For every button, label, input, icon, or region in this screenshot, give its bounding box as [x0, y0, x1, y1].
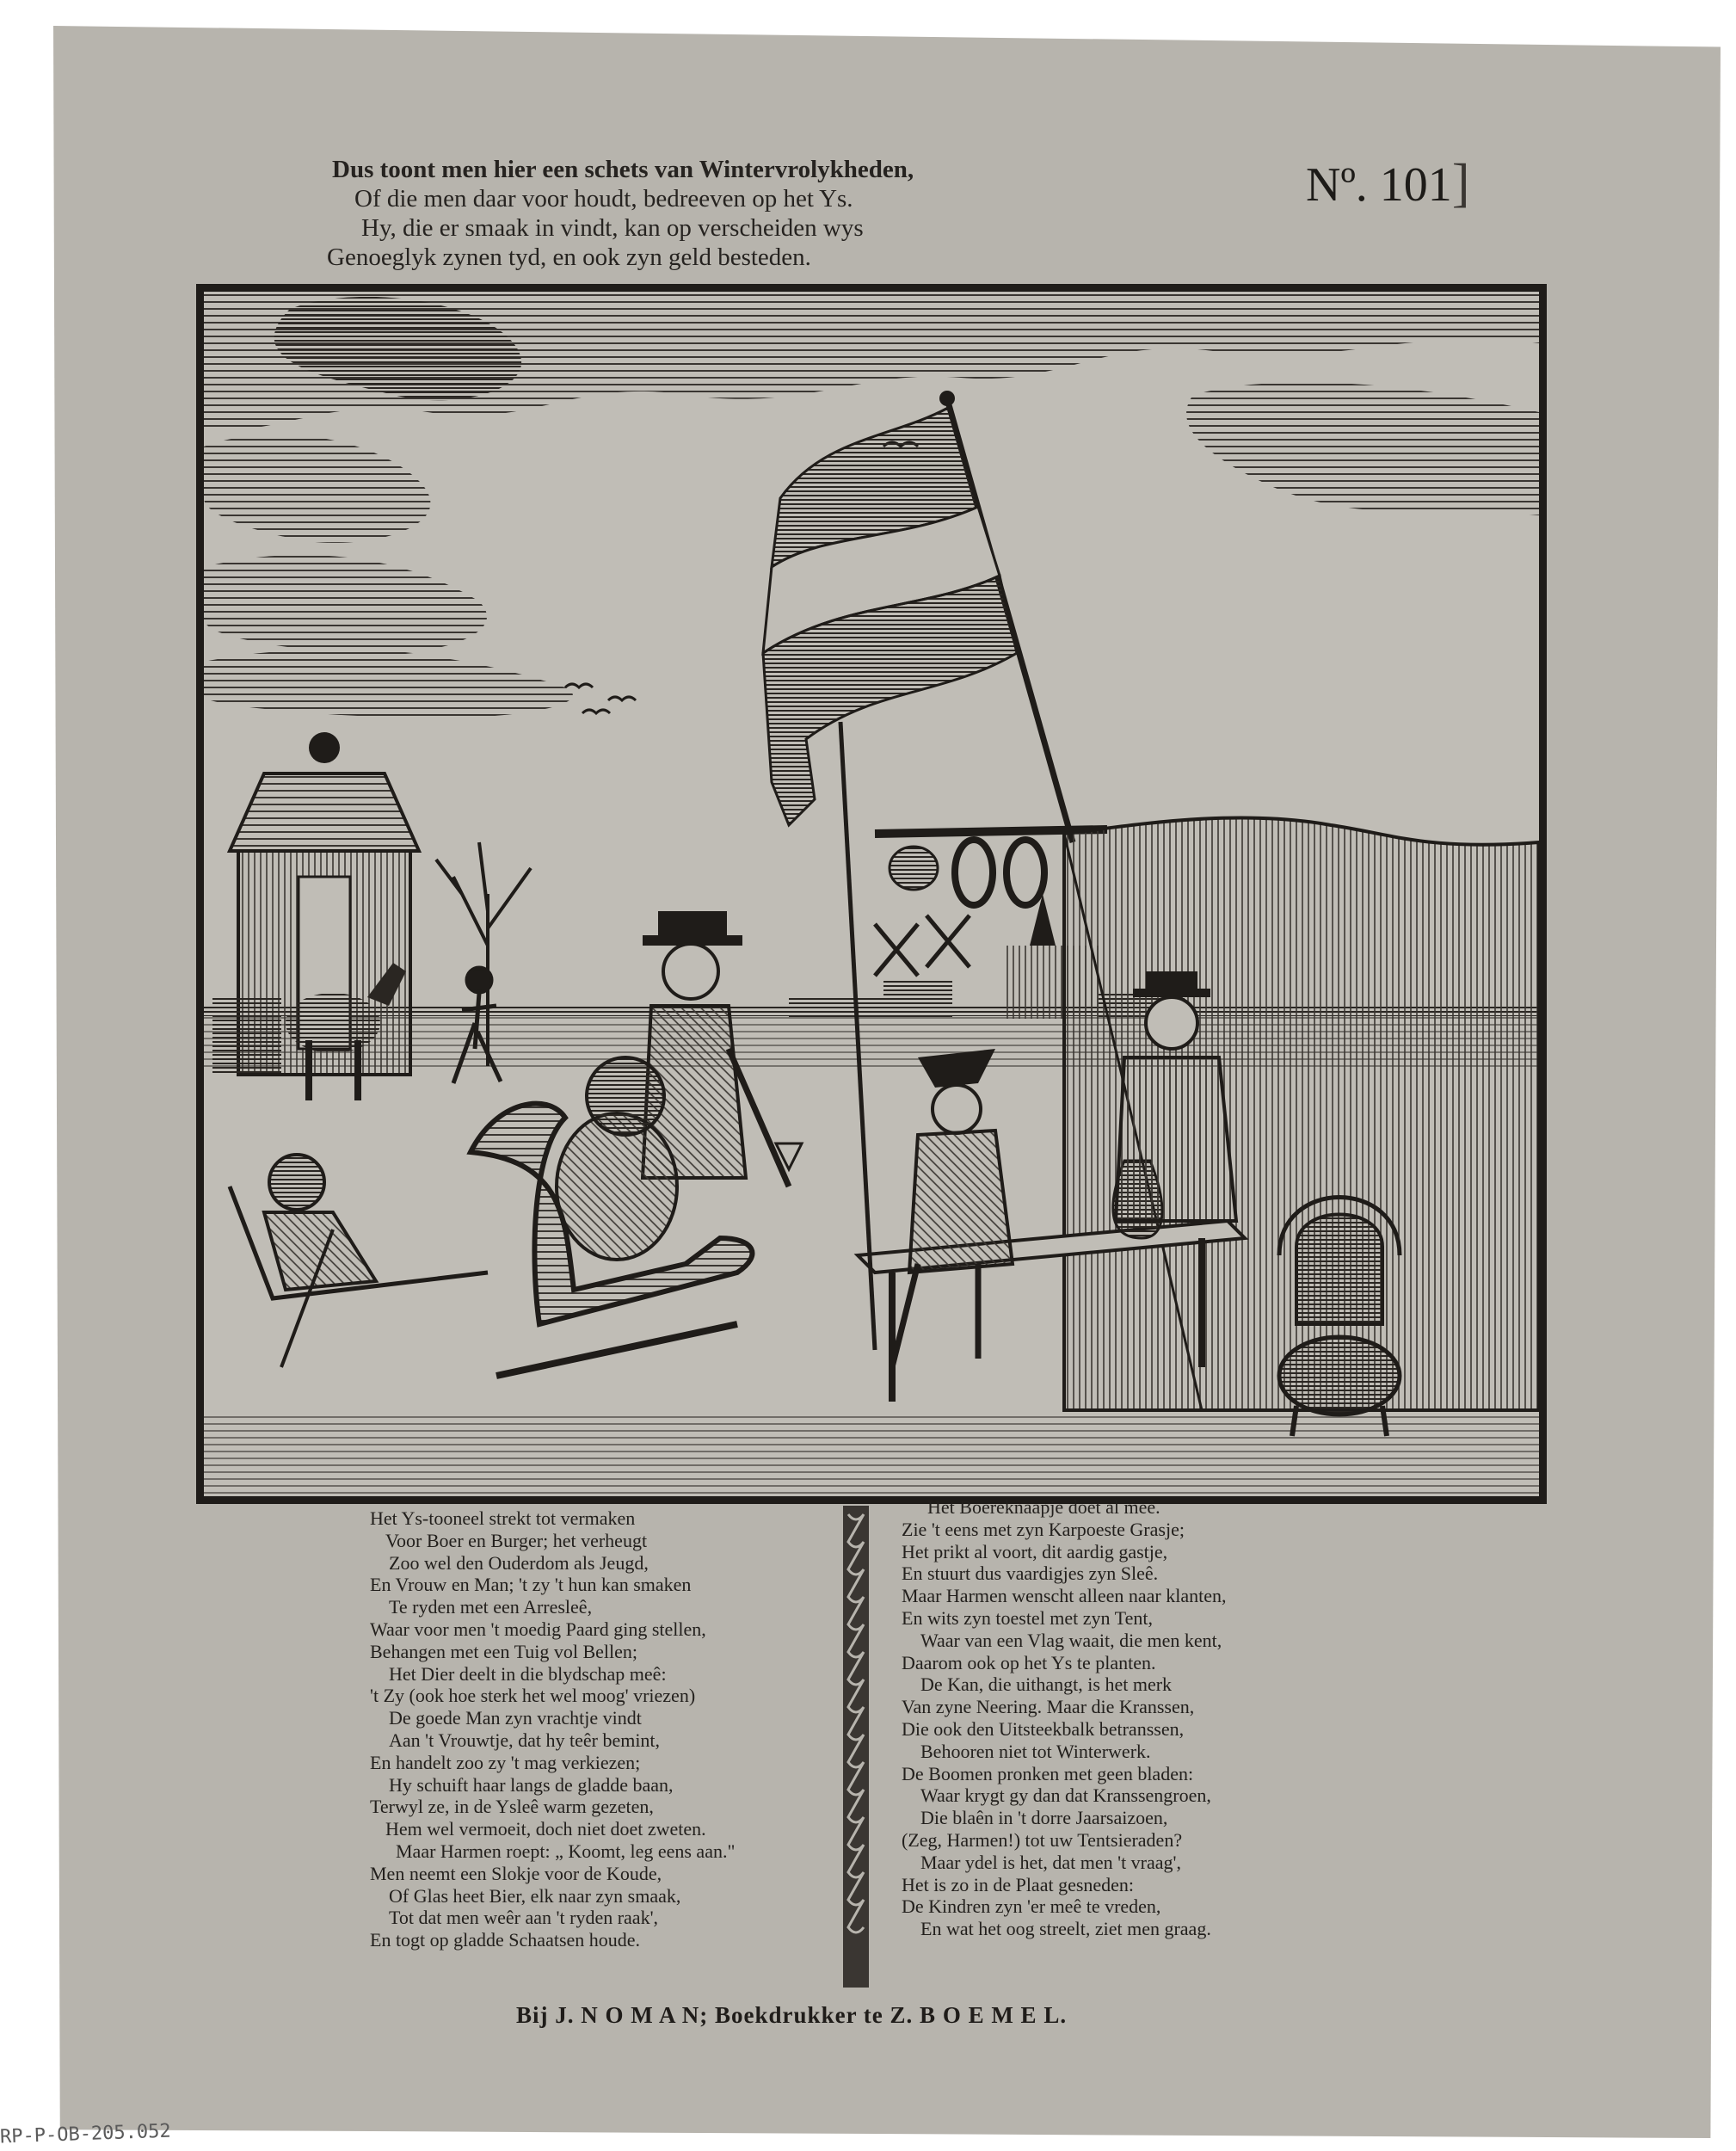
verse-right-line: En stuurt dus vaardigjes zyn Sleê. — [902, 1562, 1159, 1585]
ornamental-divider — [841, 1506, 871, 1988]
flag — [763, 391, 1073, 842]
verse-left-line: Maar Harmen roept: „ Koomt, leg eens aan." — [396, 1840, 736, 1862]
verse-left-line: Hy schuift haar langs de gladde baan, — [389, 1773, 674, 1796]
verse-left-line: Waar voor men 't moedig Paard ging stellen, — [370, 1618, 706, 1640]
verse-right-line: Zie 't eens met zyn Karpoeste Grasje; — [902, 1518, 1185, 1540]
verse-right-line: Behooren niet tot Winterwerk. — [920, 1740, 1151, 1762]
verse-left-line: Of Glas heet Bier, elk naar zyn smaak, — [389, 1884, 681, 1907]
verse-left-line: Hem wel vermoeit, doch niet doet zweten. — [385, 1818, 706, 1840]
verse-right-line: Maar Harmen wenscht alleen naar klanten, — [902, 1585, 1227, 1607]
woodcut-scene — [204, 292, 1539, 1496]
verse-right-line: Van zyne Neering. Maar die Kranssen, — [902, 1696, 1195, 1718]
verse-right-line: Het prikt al voort, dit aardig gastje, — [902, 1540, 1168, 1562]
verse-right-line: Daarom ook op het Ys te planten. — [902, 1651, 1156, 1673]
imprint-place: Z. B O E M E L. — [890, 2002, 1068, 2028]
verse-left-line: Tot dat men weêr aan 't ryden raak', — [389, 1907, 659, 1929]
verse-left-line: Voor Boer en Burger; het verheugt — [385, 1529, 648, 1551]
verse-left-line: Men neemt een Slokje voor de Koude, — [370, 1862, 662, 1884]
verse-right-line: Het Boereknaapje doet al meê. — [927, 1496, 1160, 1518]
verse-right-line: Die ook den Uitsteekbalk betranssen, — [902, 1717, 1185, 1740]
verse-right-line: De Kindren zyn 'er meê te vreden, — [902, 1895, 1161, 1918]
verse-right-line: De Boomen pronken met geen bladen: — [902, 1762, 1194, 1784]
verse-right-line: Waar van een Vlag waait, die men kent, — [920, 1629, 1222, 1651]
imprint-prefix: Bij — [516, 2002, 549, 2028]
verse-right-line: Die blaên in 't dorre Jaarsaizoen, — [920, 1807, 1168, 1829]
boy-on-sled — [230, 1155, 488, 1367]
verse-left-line: En Vrouw en Man; 't zy 't hun kan smaken — [370, 1574, 692, 1596]
verse-right-line: Maar ydel is het, dat men 't vraag', — [920, 1851, 1181, 1873]
verse-left-line: En togt op gladde Schaatsen houde. — [370, 1929, 641, 1951]
verse-right-line: (Zeg, Harmen!) tot uw Tentsieraden? — [902, 1828, 1183, 1851]
verse-column-left — [370, 1507, 817, 1951]
imprint-middle: ; Boekdrukker te — [699, 2002, 883, 2028]
bracket-mark: ] — [1451, 154, 1470, 213]
verse-right-line: Waar krygt gy dan dat Kranssengroen, — [920, 1784, 1211, 1807]
catalog-number: RP-P-OB-205.052 — [0, 2120, 172, 2148]
verse-left-line: Te ryden met een Arresleê, — [389, 1596, 593, 1618]
verse-left-line: Zoo wel den Ouderdom als Jeugd, — [389, 1551, 649, 1574]
verse-left-line: En handelt zoo zy 't mag verkiezen; — [370, 1751, 641, 1773]
printer-imprint — [516, 2002, 1308, 2029]
heading-verse — [249, 155, 1239, 272]
sheet-number-text: Nº. 101 — [1306, 158, 1452, 212]
verse-left-line: Aan 't Vrouwtje, dat hy teêr bemint, — [389, 1729, 661, 1751]
verse-right-line: En wits zyn toestel met zyn Tent, — [902, 1606, 1153, 1629]
imprint-printer: J. N O M A N — [555, 2002, 700, 2028]
verse-left-line: Behangen met een Tuig vol Bellen; — [370, 1640, 638, 1662]
heading-line-4: Genoeglyk zynen tyd, en ook zyn geld besteden. — [327, 243, 811, 271]
verse-left-line: Het Ys-tooneel strekt tot vermaken — [370, 1507, 636, 1529]
heading-line-3: Hy, die er smaak in vindt, kan op verscheiden wys — [361, 214, 864, 242]
verse-left-line: Het Dier deelt in die blydschap meê: — [389, 1662, 667, 1685]
verse-left-line: Terwyl ze, in de Ysleê warm gezeten, — [370, 1796, 654, 1818]
woodcut-illustration — [196, 284, 1547, 1504]
verse-left-line: De goede Man zyn vrachtje vindt — [389, 1707, 642, 1729]
verse-left-line: 't Zy (ook hoe sterk het wel moog' vriezen) — [370, 1685, 696, 1707]
heading-line-2: Of die men daar voor houdt, bedreeven op het Ys. — [354, 185, 853, 213]
verse-right-line: De Kan, die uithangt, is het merk — [920, 1673, 1173, 1696]
verse-right-line: Het is zo in de Plaat gesneden: — [902, 1873, 1135, 1895]
sheet-number — [1306, 153, 1469, 214]
heading-line-1: Dus toont men hier een schets van Wintervrolykheden, — [332, 156, 914, 183]
verse-column-right — [902, 1496, 1366, 1940]
verse-right-line: En wat het oog streelt, ziet men graag. — [920, 1918, 1211, 1940]
